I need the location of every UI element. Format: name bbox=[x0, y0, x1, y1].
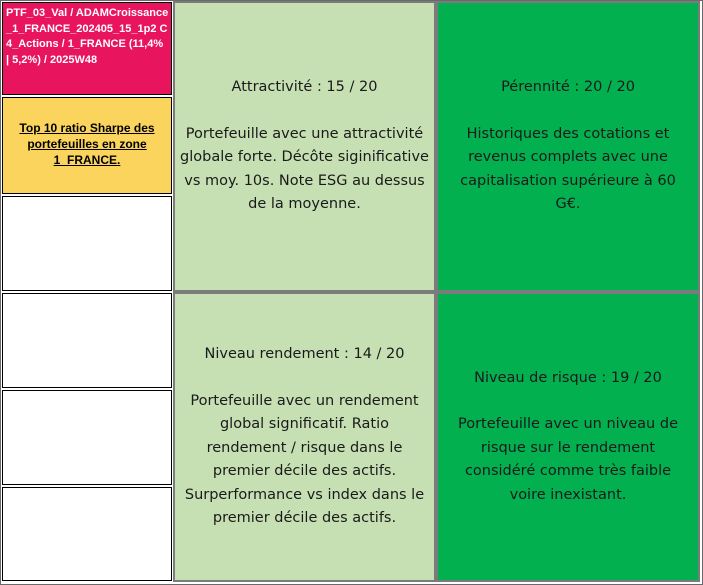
perennite-panel bbox=[436, 1, 700, 292]
empty-cell bbox=[2, 390, 172, 485]
attractivite-text: Portefeuille avec une attractivité globale forte. Décôte siginificative vs moy. 10s. Note ESG au dessus de la moyenne. bbox=[180, 125, 429, 213]
empty-cell bbox=[2, 293, 172, 388]
empty-cell bbox=[2, 196, 172, 291]
rendement-text: Portefeuille avec un rendement global significatif. Ratio rendement / risque dans le premier décile des actifs. Surperformance vs index dans le premier décile des actifs. bbox=[184, 392, 425, 527]
portfolio-title: PTF_03_Val / ADAMCroissance_1_FRANCE_202405_15_1p2 C4_Actions / 1_FRANCE (11,4% | 5,2%) / 2025W48 bbox=[2, 2, 172, 95]
empty-cell bbox=[2, 487, 172, 581]
rendement-heading: Niveau rendement : 14 / 20 bbox=[204, 346, 405, 363]
rendement-panel bbox=[173, 292, 436, 582]
perennite-text: Historiques des cotations et revenus complets avec une capitalisation supérieure à 60 G€. bbox=[460, 125, 676, 213]
ranking-note: Top 10 ratio Sharpe des portefeuilles en zone 1_FRANCE. bbox=[2, 97, 172, 194]
perennite-heading: Pérennité : 20 / 20 bbox=[501, 79, 635, 96]
risque-text: Portefeuille avec un niveau de risque sur le rendement considéré comme très faible voire inexistant. bbox=[458, 416, 678, 503]
risque-panel bbox=[436, 292, 700, 582]
attractivite-panel bbox=[173, 1, 436, 292]
attractivite-heading: Attractivité : 15 / 20 bbox=[231, 79, 378, 96]
risque-heading: Niveau de risque : 19 / 20 bbox=[474, 369, 662, 386]
